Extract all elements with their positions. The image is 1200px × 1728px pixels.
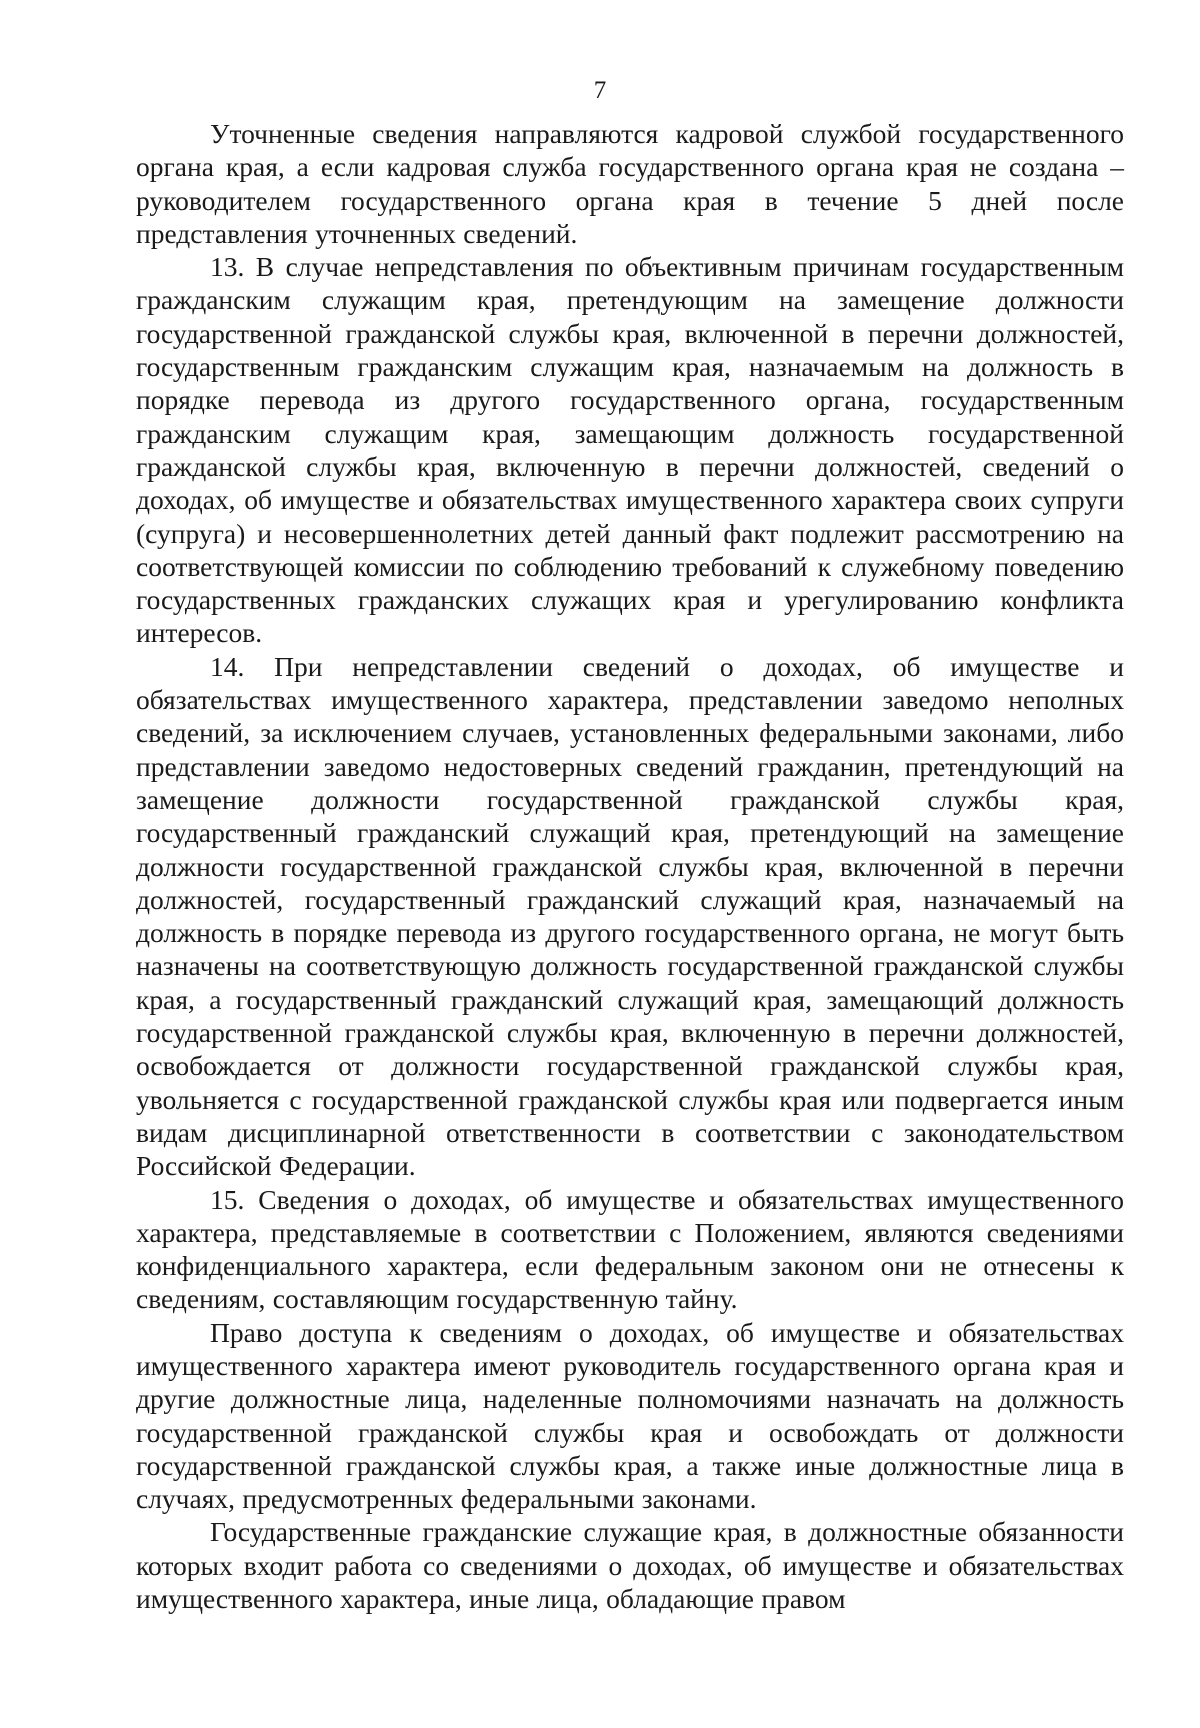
page-number: 7 [593,77,607,104]
paragraph-15: 15. Сведения о доходах, об имуществе и обязательствах имущественного характера, представляемые в соответствии с Положением, являются сведениями конфиденциального характера, если федеральным законом они не отнесены к сведениям, составляющим государственную тайну. [136,1183,1124,1315]
paragraph-updated-info: Уточненные сведения направляются кадровой службой государственного органа края, а если кадровая служба государственного органа края не создана – руководителем государственного органа края в течение 5 дней после представления уточненных сведений. [136,118,1124,249]
paragraph-14: 14. При непредставлении сведений о доходах, об имуществе и обязательствах имущественного характера, представлении заведомо неполных сведений, за исключением случаев, установленных федеральными законами, либо представлении заведомо недостоверных сведений гражданин, претендующий на замещение должности государственной гражданской службы края, государственный гражданский служащий края, претендующий на замещение должности государственной гражданской службы края, включенной в перечни должностей, государственный гражданский служащий края, назначаемый на должность в порядке перевода из другого государственного органа, не могут быть назначены на соответствующую должность государственной гражданской службы края, а государственный гражданский служащий края, замещающий должность государственной гражданской службы края, включенную в перечни должностей, освобождается от должности государственной гражданской службы края, увольняется с государственной гражданской службы края или подвергается иным видам дисциплинарной ответственности в соответствии с законодательством Российской Федерации. [136,650,1124,1182]
paragraph-13: 13. В случае непредставления по объективным причинам государственным гражданским служащим края, претендующим на замещение должности государственной гражданской службы края, включенной в перечни должностей, государственным гражданским служащим края, назначаемым на должность в порядке перевода из другого государственного органа, государственным гражданским служащим края, замещающим должность государственной гражданской службы края, включенную в перечни должностей, сведений о доходах, об имуществе и обязательствах имущественного характера своих супруги (супруга) и несовершеннолетних детей данный факт подлежит рассмотрению на соответствующей комиссии по соблюдению требований к служебному поведению государственных гражданских служащих края и урегулированию конфликта интересов. [136,251,1124,649]
paragraph-access-rights: Право доступа к сведениям о доходах, об имуществе и обязательствах имущественного характера имеют руководитель государственного органа края и другие должностные лица, наделенные полномочиями назначать на должность государственной гражданской службы края и освобождать от должности государственной гражданской службы края, а также иные должностные лица в случаях, предусмотренных федеральными законами. [136,1316,1124,1515]
document-body [136,117,1124,1615]
paragraph-civil-servants: Государственные гражданские служащие края, в должностные обязанности которых входит работа со сведениями о доходах, об имуществе и обязательствах имущественного характера, иные лица, обладающие правом [136,1516,1124,1615]
